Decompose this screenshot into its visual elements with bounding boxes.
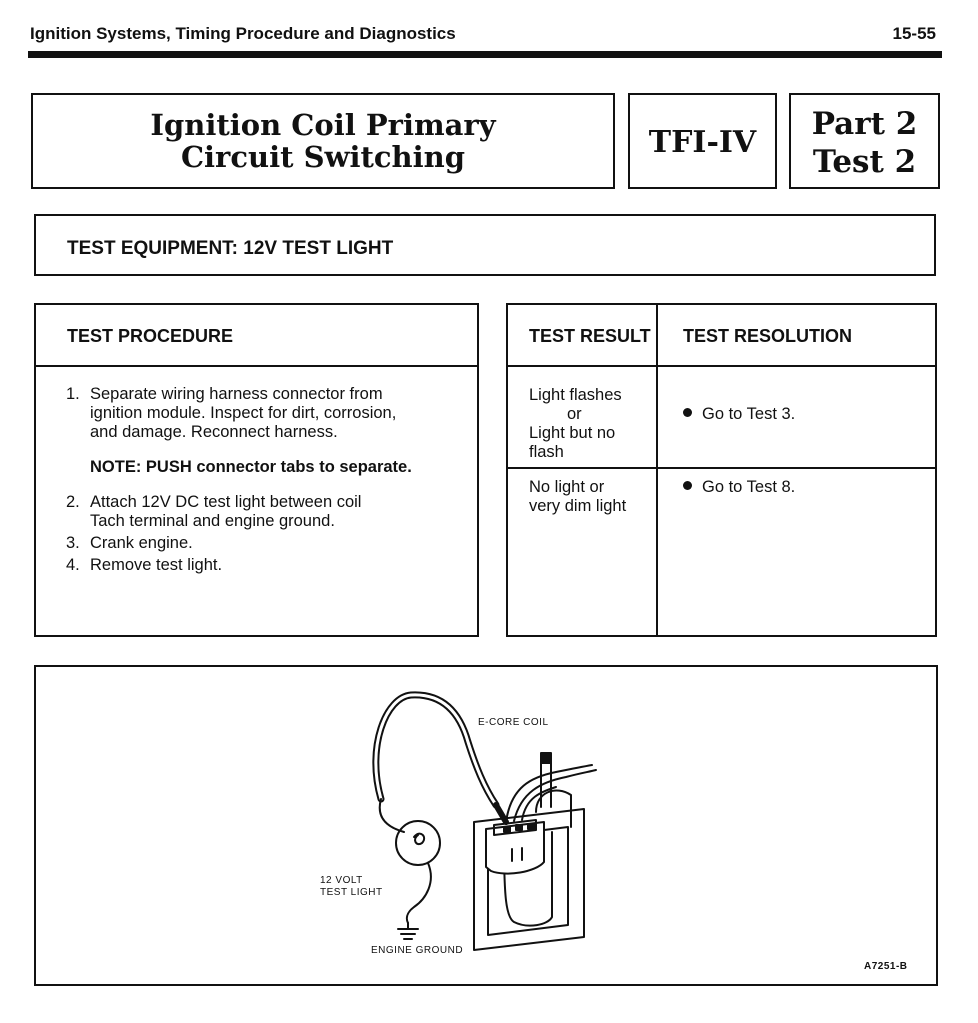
coil-test-diagram <box>36 667 936 984</box>
page-number: 15-55 <box>892 24 936 43</box>
procedure-step-3 <box>66 534 466 553</box>
step-number: 3. <box>66 534 80 552</box>
resolution-cell-2 <box>683 478 795 497</box>
test-light-label <box>320 875 383 899</box>
result-column-header: TEST RESULT <box>529 326 651 346</box>
system-box <box>628 93 777 189</box>
test-results-table <box>506 303 937 637</box>
title-line-2: Circuit Switching <box>180 140 466 174</box>
step-text-line: Crank engine. <box>90 534 193 552</box>
part-label: Part 2 <box>811 106 918 142</box>
step-number: 4. <box>66 556 80 574</box>
test-label: Test 2 <box>812 144 917 180</box>
step-number: 1. <box>66 385 80 403</box>
procedure-note: NOTE: PUSH connector tabs to separate. <box>90 458 412 476</box>
test-light-label-line-1: 12 VOLT <box>320 875 363 886</box>
bullet-icon <box>683 408 692 417</box>
resolution-text: Go to Test 8. <box>702 478 796 496</box>
resolution-column-header: TEST RESOLUTION <box>683 326 853 346</box>
procedure-step-1 <box>66 385 466 442</box>
row-divider <box>508 467 935 469</box>
test-equipment-text: TEST EQUIPMENT: 12V TEST LIGHT <box>67 238 394 259</box>
system-label: TFI-IV <box>648 125 757 160</box>
resolution-text: Go to Test 3. <box>702 405 796 423</box>
title-line-1: Ignition Coil Primary <box>150 108 496 142</box>
procedure-step-2 <box>66 493 466 531</box>
page-title <box>33 109 613 173</box>
test-procedure-box <box>34 303 479 637</box>
diagram-box <box>34 665 938 986</box>
step-text-line: Tach terminal and engine ground. <box>90 512 335 530</box>
result-line: flash <box>529 443 564 461</box>
test-light-label-line-2: TEST LIGHT <box>320 887 383 898</box>
result-line: very dim light <box>529 497 627 515</box>
title-box <box>31 93 615 189</box>
result-line: Light but no <box>529 424 616 442</box>
part-test-label <box>791 105 938 181</box>
test-equipment-box <box>34 214 936 276</box>
procedure-steps <box>66 385 466 575</box>
step-text-line: ignition module. Inspect for dirt, corrosion, <box>90 404 397 422</box>
column-divider <box>656 305 658 635</box>
procedure-step-4 <box>66 556 466 575</box>
result-cell-2 <box>529 478 654 516</box>
running-title: Ignition Systems, Timing Procedure and Diagnostics <box>30 24 456 43</box>
step-text-line: and damage. Reconnect harness. <box>90 423 338 441</box>
step-text-line: Attach 12V DC test light between coil <box>90 493 362 511</box>
engine-ground-label: ENGINE GROUND <box>371 945 464 956</box>
bullet-icon <box>683 481 692 490</box>
result-line: Light flashes <box>529 386 622 404</box>
procedure-heading: TEST PROCEDURE <box>67 326 234 346</box>
step-text-line: Separate wiring harness connector from <box>90 385 383 403</box>
result-line: No light or <box>529 478 605 496</box>
results-header-row <box>508 305 935 367</box>
step-text-line: Remove test light. <box>90 556 223 574</box>
procedure-header <box>36 305 477 367</box>
header-rule <box>28 51 942 58</box>
figure-id: A7251-B <box>864 961 908 972</box>
result-line: or <box>567 405 582 423</box>
resolution-cell-1 <box>683 405 795 424</box>
part-test-box <box>789 93 940 189</box>
coil-label: E-CORE COIL <box>478 717 549 728</box>
result-cell-1 <box>529 386 649 462</box>
step-number: 2. <box>66 493 80 511</box>
